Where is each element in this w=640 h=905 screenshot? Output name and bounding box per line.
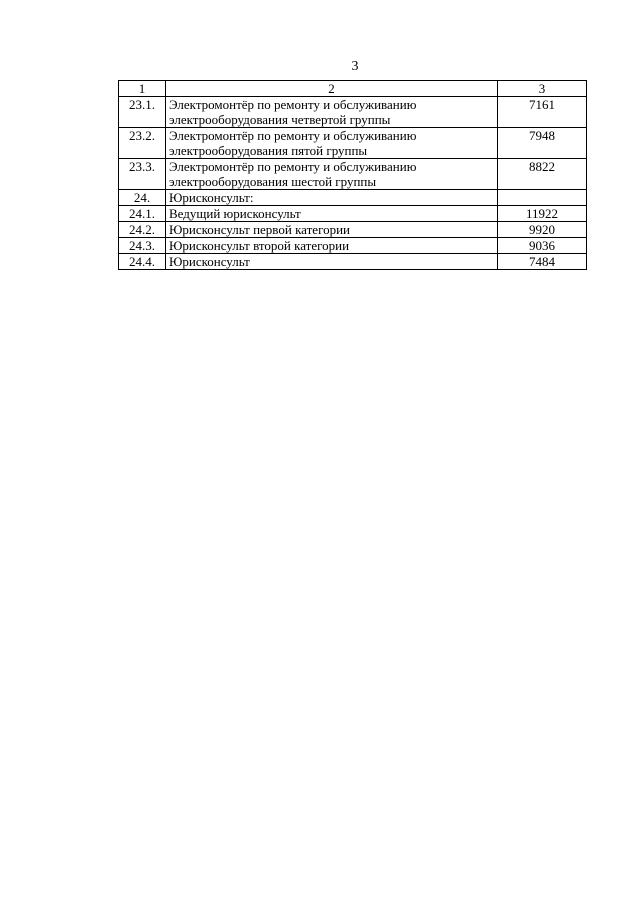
row-number: 24.2. [119, 222, 166, 238]
row-name: Юрисконсульт первой категории [166, 222, 498, 238]
table-row [119, 159, 587, 190]
table-row [119, 238, 587, 254]
row-name: Ведущий юрисконсульт [166, 206, 498, 222]
row-number: 24. [119, 190, 166, 206]
row-name: Электромонтёр по ремонту и обслуживанию электрооборудования шестой группы [166, 159, 498, 190]
row-value: 7948 [498, 128, 587, 159]
row-value: 9036 [498, 238, 587, 254]
table-row [119, 190, 587, 206]
row-name: Электромонтёр по ремонту и обслуживанию электрооборудования четвертой группы [166, 97, 498, 128]
row-number: 24.3. [119, 238, 166, 254]
row-number: 23.3. [119, 159, 166, 190]
row-value: 8822 [498, 159, 587, 190]
row-number: 24.1. [119, 206, 166, 222]
header-cell-value: 3 [498, 81, 587, 97]
header-cell-number: 1 [119, 81, 166, 97]
table-row [119, 206, 587, 222]
row-name: Электромонтёр по ремонту и обслуживанию электрооборудования пятой группы [166, 128, 498, 159]
table-row [119, 97, 587, 128]
salary-table [118, 80, 587, 270]
row-number: 23.1. [119, 97, 166, 128]
row-value: 7484 [498, 254, 587, 270]
row-value: 9920 [498, 222, 587, 238]
row-value [498, 190, 587, 206]
table-header-row [119, 81, 587, 97]
header-cell-name: 2 [166, 81, 498, 97]
table-row [119, 254, 587, 270]
row-number: 24.4. [119, 254, 166, 270]
table-row [119, 222, 587, 238]
row-name: Юрисконсульт: [166, 190, 498, 206]
row-name: Юрисконсульт [166, 254, 498, 270]
row-value: 11922 [498, 206, 587, 222]
row-number: 23.2. [119, 128, 166, 159]
table-row [119, 128, 587, 159]
page-number: 3 [351, 59, 359, 74]
row-name: Юрисконсульт второй категории [166, 238, 498, 254]
row-value: 7161 [498, 97, 587, 128]
